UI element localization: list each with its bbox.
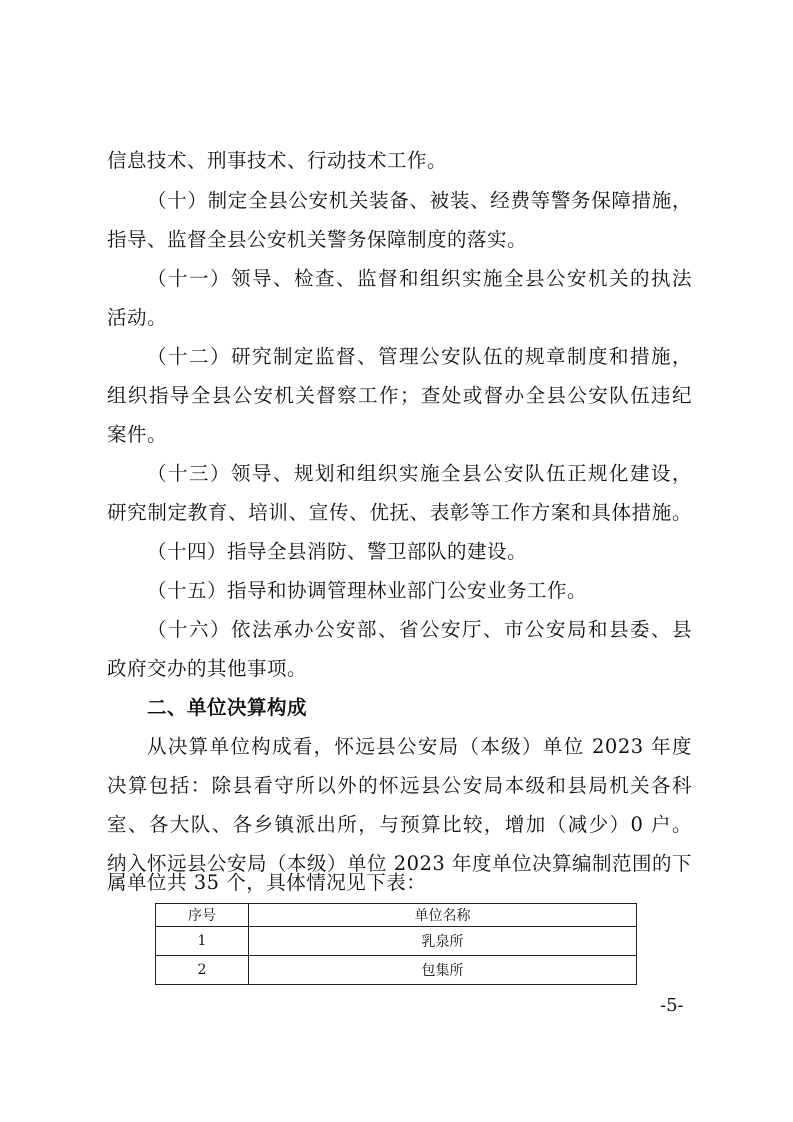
table-cell-unit-name: 乳泉所 <box>249 927 637 956</box>
paragraph-line: （十二）研究制定监督、管理公安队伍的规章制度和措施， <box>147 345 692 368</box>
table-row <box>156 956 637 985</box>
paragraph-line: 组织指导全县公安机关督察工作；查处或督办全县公安队伍违纪 <box>107 384 692 407</box>
paragraph-line: 室、各大队、各乡镇派出所，与预算比较，增加（减少）0 户。 <box>107 813 692 836</box>
paragraph-line: 活动。 <box>107 306 168 329</box>
table-cell-index: 2 <box>156 956 249 985</box>
section-heading: 二、单位决算构成 <box>147 696 308 719</box>
table-cell-unit-name: 包集所 <box>249 956 637 985</box>
units-table <box>155 903 637 985</box>
paragraph-line: 信息技术、刑事技术、行动技术工作。 <box>107 149 448 172</box>
column-header-unit-name: 单位名称 <box>249 904 637 927</box>
table-cell-index: 1 <box>156 927 249 956</box>
paragraph-line: 研究制定教育、培训、宣传、优抚、表彰等工作方案和具体措施。 <box>107 501 692 524</box>
column-header-index: 序号 <box>156 904 249 927</box>
paragraph-line: （十五）指导和协调管理林业部门公安业务工作。 <box>147 579 588 602</box>
paragraph-line: 指导、监督全县公安机关警务保障制度的落实。 <box>107 228 528 251</box>
paragraph-line: （十六）依法承办公安部、省公安厅、市公安局和县委、县 <box>147 618 692 641</box>
paragraph-line: （十一）领导、检查、监督和组织实施全县公安机关的执法 <box>147 267 692 290</box>
paragraph-line: 政府交办的其他事项。 <box>107 657 308 680</box>
paragraph-line: （十）制定全县公安机关装备、被装、经费等警务保障措施， <box>147 189 692 212</box>
paragraph-line: 纳入怀远县公安局（本级）单位 2023 年度单位决算编制范围的下 <box>107 852 693 875</box>
paragraph-line: 从决算单位构成看，怀远县公安局（本级）单位 2023 年度 <box>147 735 692 758</box>
table-row <box>156 927 637 956</box>
page-number: -5- <box>660 995 684 1016</box>
paragraph-line: （十三）领导、规划和组织实施全县公安队伍正规化建设， <box>147 462 692 485</box>
paragraph-line: 属单位共 35 个，具体情况见下表： <box>107 871 427 894</box>
paragraph-line: （十四）指导全县消防、警卫部队的建设。 <box>147 540 528 563</box>
paragraph-line: 决算包括：除县看守所以外的怀远县公安局本级和县局机关各科 <box>107 774 692 797</box>
table-header-row <box>156 904 637 927</box>
paragraph-line: 案件。 <box>107 423 168 446</box>
